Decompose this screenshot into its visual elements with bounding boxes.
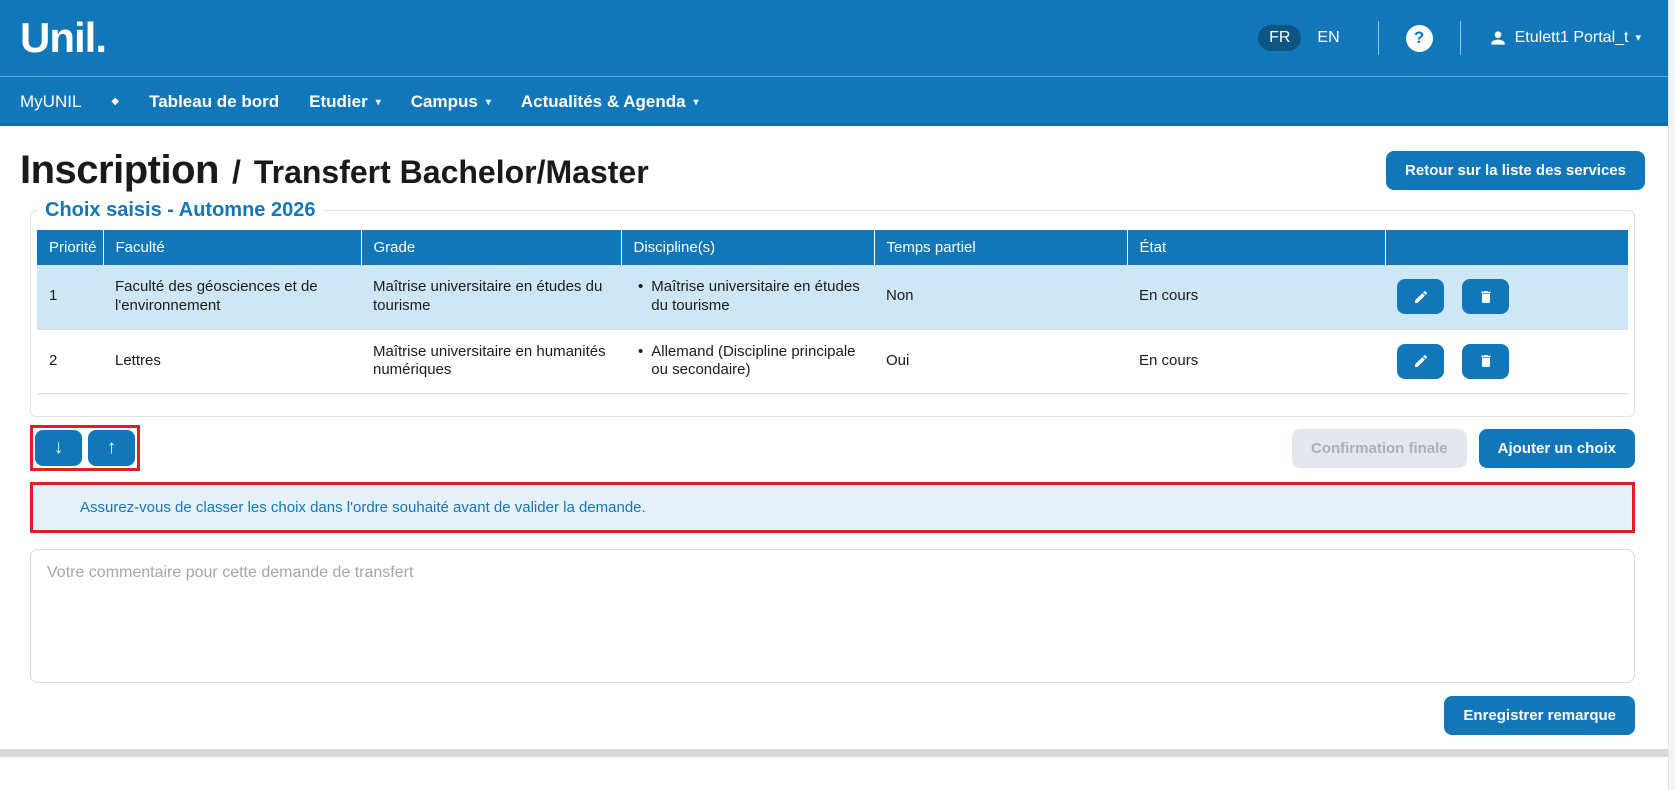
col-header-actions [1385,230,1628,265]
cell-status: En cours [1139,287,1199,305]
nav-label: Campus [410,91,478,111]
save-row [30,696,1635,735]
cell-status: En cours [1139,351,1199,369]
nav-label: Actualités & Agenda [520,91,686,111]
col-header-temps-partiel: Temps partiel [874,230,1127,265]
cell-grade: Maîtrise universitaire en humanités numériques [373,342,606,379]
comment-textarea[interactable] [30,549,1635,683]
add-choice-button[interactable]: Ajouter un choix [1479,429,1635,468]
nav-item-tableau-de-bord[interactable] [149,92,279,112]
arrow-down-icon: ↓ [53,437,64,458]
order-warning-alert: Assurez-vous de classer les choix dans l'ordre souhaité avant de valider la demande. [30,482,1635,533]
lang-en-button[interactable]: EN [1317,29,1340,46]
table-row [37,265,1628,329]
main-content [20,148,1645,735]
controls-right [1292,429,1635,468]
nav-item-myunil[interactable] [20,92,81,112]
lang-fr-button[interactable]: FR [1258,25,1301,51]
trash-icon [1478,289,1494,305]
col-header-etat: État [1127,230,1385,265]
trash-icon [1478,353,1494,369]
user-menu[interactable] [1488,28,1641,48]
choices-fieldset [30,199,1635,417]
chevron-down-icon: ▾ [693,97,699,108]
col-header-priorite: Priorité [37,230,103,265]
title-row [20,148,1645,193]
header-right [1258,21,1641,55]
delete-button[interactable] [1462,279,1509,314]
help-button[interactable] [1406,25,1433,52]
nav-item-etudier[interactable] [309,92,381,112]
nav-item-campus[interactable] [411,92,491,112]
main-nav [0,76,1675,126]
language-switcher [1258,25,1351,51]
unil-logo[interactable]: Unil. [20,14,106,61]
pencil-icon [1413,289,1429,305]
cell-disciplines [621,265,874,329]
col-header-grade: Grade [361,230,621,265]
chevron-down-icon: ▾ [485,97,491,108]
cell-part-time: Oui [886,351,910,369]
col-header-faculte: Faculté [103,230,361,265]
arrow-up-icon: ↑ [106,437,117,458]
footer-strip [0,749,1675,757]
nav-label: Tableau de bord [149,91,280,111]
chevron-down-icon: ▾ [375,97,381,108]
cell-disciplines [621,329,874,394]
cell-part-time: Non [886,287,914,305]
header-divider [1378,21,1379,55]
diamond-icon: ◆ [111,96,120,107]
cell-priority: 1 [49,287,58,305]
bullet-icon: • [638,278,644,295]
delete-button[interactable] [1462,344,1509,379]
choices-table [37,230,1628,394]
cell-actions [1385,265,1628,329]
col-header-disciplines: Discipline(s) [621,230,874,265]
page-heading [20,148,649,193]
nav-item-actualites-agenda[interactable] [521,92,699,112]
user-name: Etulett1 Portal_t [1514,29,1629,46]
table-header-row [37,230,1628,265]
table-row [37,329,1628,394]
edit-button[interactable] [1397,344,1444,379]
chevron-down-icon: ▾ [1635,31,1641,44]
cell-actions [1385,329,1628,394]
cell-priority: 2 [49,351,58,369]
nav-label: MyUNIL [20,91,82,111]
edit-button[interactable] [1397,279,1444,314]
cell-faculty: Faculté des géosciences et de l'environnement [115,278,318,314]
pencil-icon [1413,353,1429,369]
scrollbar[interactable] [1668,0,1675,790]
final-confirmation-button[interactable]: Confirmation finale [1292,429,1467,468]
choices-legend: Choix saisis - Automne 2026 [45,199,316,221]
cell-grade: Maîtrise universitaire en études du tourisme [373,278,603,314]
discipline-text: Maîtrise universitaire en études du tourisme [651,278,860,314]
save-remark-button[interactable]: Enregistrer remarque [1444,696,1635,735]
title-separator: / [231,154,241,190]
header-divider [1460,21,1461,55]
discipline-text: Allemand (Discipline principale ou secondaire) [651,342,856,379]
bullet-icon: • [638,342,644,360]
nav-label: Etudier [309,91,368,111]
user-icon [1488,28,1508,48]
question-mark-icon: ? [1413,28,1425,47]
header [0,0,1675,76]
page-title: Inscription [20,148,219,192]
table-controls [30,425,1635,471]
cell-faculty: Lettres [115,351,161,369]
move-up-button[interactable] [88,430,135,466]
move-down-button[interactable] [35,430,82,466]
reorder-buttons-highlight [30,425,140,471]
page-subtitle: Transfert Bachelor/Master [253,154,649,190]
back-to-services-button[interactable]: Retour sur la liste des services [1386,151,1645,190]
